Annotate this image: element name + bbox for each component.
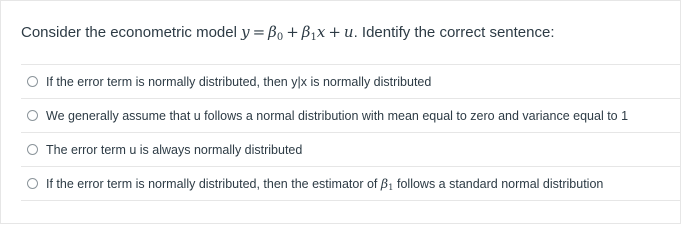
answer-label: The error term u is always normally distributed bbox=[46, 142, 303, 157]
model-equation: $y = \beta_0 + \beta_1x + u$ bbox=[241, 23, 354, 43]
answer-label: If the error term is normally distributed, then the estimator of $\beta_1$ follows a standard normal distribution bbox=[46, 175, 604, 193]
answer-list bbox=[21, 64, 681, 201]
answer-option-2[interactable] bbox=[21, 99, 681, 133]
radio-button[interactable] bbox=[27, 178, 38, 189]
answer-label: We generally assume that u follows a normal distribution with mean equal to zero and variance equal to 1 bbox=[46, 108, 629, 123]
question-text bbox=[21, 21, 555, 44]
answer-option-1[interactable] bbox=[21, 65, 681, 99]
answer-option-3[interactable] bbox=[21, 133, 681, 167]
question-suffix: . Identify the correct sentence: bbox=[353, 24, 555, 41]
beta-symbol: $\beta_1$ bbox=[380, 175, 394, 193]
answer-label: If the error term is normally distributed, then y|x is normally distributed bbox=[46, 74, 432, 89]
question-prefix: Consider the econometric model bbox=[21, 24, 242, 41]
radio-button[interactable] bbox=[27, 76, 38, 87]
answer-option-4[interactable] bbox=[21, 167, 681, 201]
radio-button[interactable] bbox=[27, 144, 38, 155]
radio-button[interactable] bbox=[27, 110, 38, 121]
